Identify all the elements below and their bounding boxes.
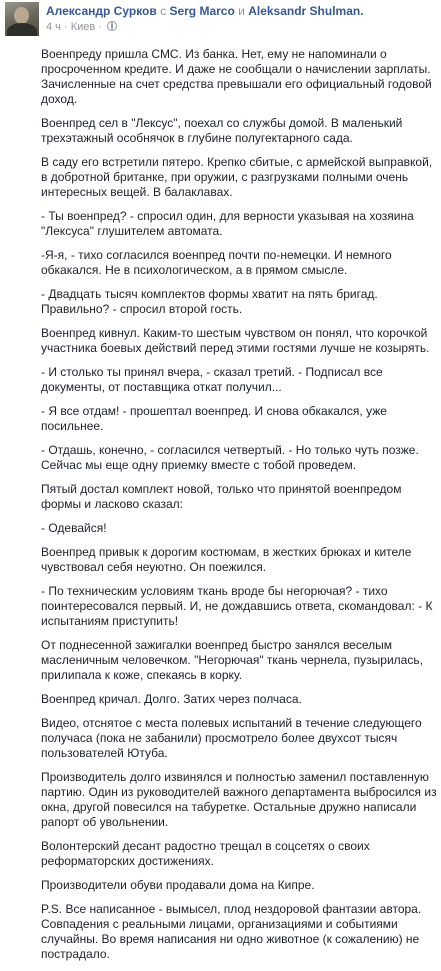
globe-icon[interactable] — [107, 21, 117, 31]
post-paragraph: P.S. Все написанное - вымысел, плод нездоровой фантазии автора. Совпадения с реальными лицами, организациями и событиями случайны. Во время написания ни одно животное (к сожалению) не пострадало. — [41, 902, 422, 961]
post-paragraph: -Я-я, - тихо согласился военпред почти по-немецки. И немного обкакался. Не в психологическом, а в прямом смысле. — [41, 248, 392, 277]
post-time-link[interactable]: 4 ч — [46, 21, 61, 33]
post-paragraph: От поднесенной зажигалки военпред быстро занялся веселым масленичным человечком. "Негорючая" ткань чернела, пузырилась, прилипала к коже, спекаясь в корку. — [41, 638, 423, 682]
post-paragraph: - Ты военпред? - спросил один, для верности указывая на хозяина "Лексуса" глушителем автомата. — [41, 209, 414, 238]
post-paragraph: - Отдашь, конечно, - согласился четвертый. - Но только чуть позже. Сейчас мы еще одну приемку вместе с тобой проведем. — [41, 443, 419, 472]
post-location-link[interactable]: Киев — [70, 21, 96, 33]
post-paragraph: - Двадцать тысяч комплектов формы хватит на пять бригад. Правильно? - спросил второй гость. — [41, 287, 378, 316]
with-word: с — [160, 4, 167, 18]
author-avatar[interactable] — [5, 2, 39, 36]
avatar-head — [14, 7, 29, 24]
post-paragraph: Производители обуви продавали дома на Кипре. — [41, 878, 315, 892]
tagged-user-link-2[interactable]: Aleksandr Shulman. — [248, 4, 364, 18]
post-paragraph: Военпреду пришла СМС. Из банка. Нет, ему не напоминали о просроченном кредите. И даже не сообщали о начислении зарплаты. Зачисленные на счет средства превышали его официальный годовой доход. — [41, 47, 432, 106]
post-paragraph: Военпред сел в "Лексус", поехал со службы домой. В маленький трехэтажный особнячок в глубине полугектарного сада. — [41, 116, 403, 145]
post-paragraph: В саду его встретили пятеро. Крепко сбитые, с армейской выправкой, в добротной британке, при оружии, с разгрузками полными очень интересных вещей. В балаклавах. — [41, 155, 433, 199]
post-paragraph: - По техническим условиям ткань вроде бы негорючая? - тихо поинтересовался первый. И, не дождавшись ответа, скомандовал: - К испытаниям приступить! — [41, 584, 433, 628]
post-paragraph: Пятый достал комплект новой, только что принятой военпредом формы и ласково сказал: — [41, 482, 402, 511]
post-paragraph: Военпред привык к дорогим костюмам, в жестких брюках и кителе чувствовал себя неуютно. Он поежился. — [41, 545, 412, 574]
meta-separator: · — [63, 21, 68, 33]
post-meta — [46, 21, 117, 34]
post-paragraph: Видео, отснятое с места полевых испытаний в течение следующего получаса (пока не забанили) просмотрело более двухсот тысяч пользователей Ютуба. — [41, 716, 422, 760]
post-header — [5, 2, 435, 36]
author-name-link[interactable]: Александр Сурков — [46, 4, 157, 18]
post-paragraph: Военпред кивнул. Каким-то шестым чувством он понял, что корочкой участника боевых действий перед этими гостями лучше не козырять. — [41, 326, 430, 355]
and-word: и — [238, 4, 245, 18]
post-header-line — [46, 4, 364, 18]
post-paragraph: Производитель долго извинялся и полностью заменил поставленную партию. Один из руководителей важного департамента выбросился из окна, другой повесился на табуретке. Остальные дружно написали рапорт об увольнении. — [41, 770, 437, 829]
avatar-shoulders — [7, 23, 37, 36]
post-paragraph: Военпред кричал. Долго. Затих через полчаса. — [41, 692, 302, 706]
post-paragraph: - Я все отдам! - прошептал военпред. И снова обкакался, уже посильнее. — [41, 404, 387, 433]
meta-separator: · — [98, 21, 102, 33]
tagged-user-link-1[interactable]: Serg Marco — [169, 4, 235, 18]
post-body — [41, 47, 437, 971]
post-paragraph: Волонтерский десант радостно трещал в соцсетях о своих реформаторских достижениях. — [41, 839, 370, 868]
post-paragraph: - Одевайся! — [41, 521, 107, 535]
post-paragraph: - И столько ты принял вчера, - сказал третий. - Подписал все документы, от поставщика откат получил... — [41, 365, 383, 394]
